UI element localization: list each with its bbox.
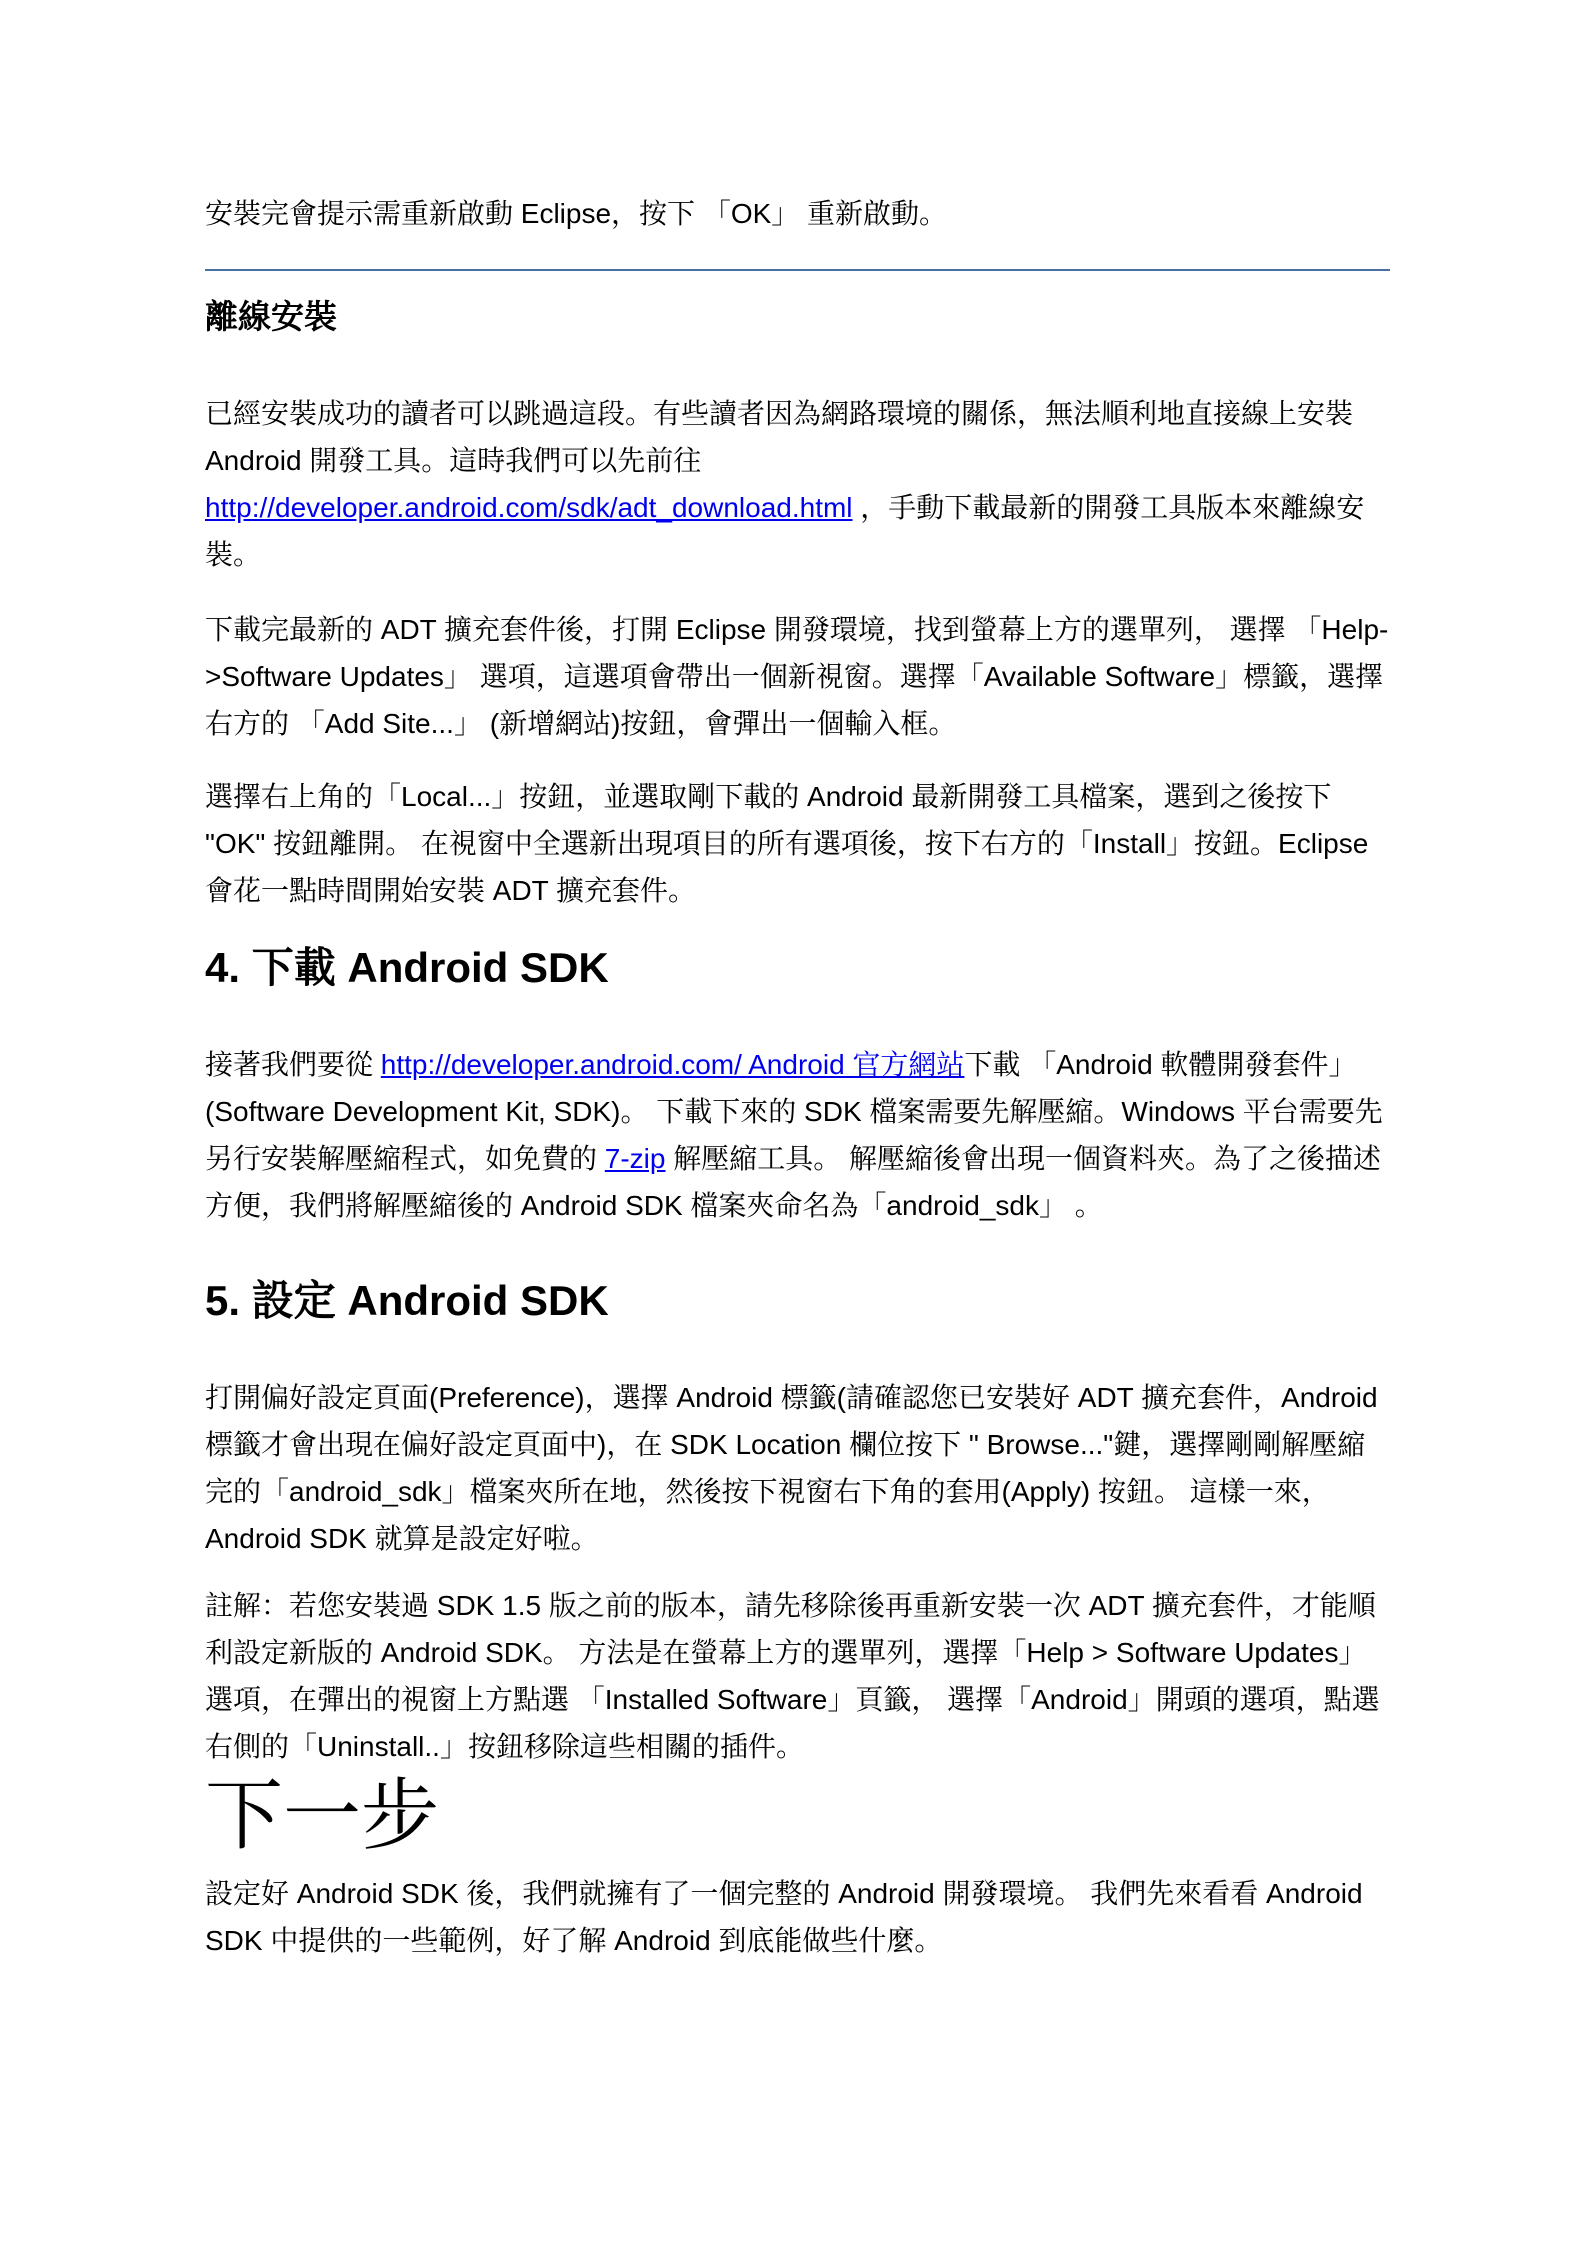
android-official-site-link[interactable]: http://developer.android.com/ Android 官方網站 [380,1049,965,1080]
section-divider [205,269,1390,271]
intro-paragraph [205,190,1390,237]
next-step-text: 設定好 Android SDK 後，我們就擁有了一個完整的 Android 開發環境。 我們先來看看 Android SDK 中提供的一些範例，好了解 Android 到底能做些什麼。 [205,1878,1363,1956]
download-p1-text-before: 接著我們要從 [205,1049,381,1080]
offline-p3-text: 選擇右上角的「Local...」按鈕，並選取剛下載的 Android 最新開發工具檔案，選到之後按下 "OK" 按鈕離開。 在視窗中全選新出現項目的所有選項後，按下右方的「Install」按鈕。Eclipse 會花一點時間開始安裝 ADT 擴充套件。 [205,781,1369,906]
next-step-heading: 下一步 [205,1772,440,1859]
setup-note-paragraph [205,1582,1390,1770]
offline-install-heading: 離線安裝 [205,298,337,335]
next-step-paragraph [205,1870,1390,1964]
seven-zip-link[interactable]: 7-zip [604,1143,666,1174]
download-p1-text-after: 解壓縮工具。 解壓縮後會出現一個資料夾。為了之後描述方便，我們將解壓縮後的 Android SDK 檔案夾命名為「android_sdk」 。 [205,1143,1382,1221]
setup-note-text: 註解：若您安裝過 SDK 1.5 版之前的版本，請先移除後再重新安裝一次 ADT 擴充套件，才能順利設定新版的 Android SDK。 方法是在螢幕上方的選單列，選擇「Help > Software Updates」選項，在彈出的視窗上方點選 「Installed Software」頁籤， 選擇「Android」開頭的選項，點選右側的「Uninstall..」按鈕移除這些相關的插件。 [205,1590,1380,1762]
download-p1-text-middle: 下載 「Android 軟體開發套件」 (Software Development Kit, SDK)。 下載下來的 SDK 檔案需要先解壓縮。Windows 平台需要先另行安裝解壓縮程式，如免費的 [205,1049,1383,1174]
setup-paragraph-1 [205,1374,1390,1562]
intro-text: 安裝完會提示需重新啟動 Eclipse，按下 「OK」 重新啟動。 [205,198,948,229]
offline-paragraph-2 [205,606,1390,747]
download-paragraph-1 [205,1041,1390,1229]
setup-p1-text: 打開偏好設定頁面(Preference)，選擇 Android 標籤(請確認您已安裝好 ADT 擴充套件，Android 標籤才會出現在偏好設定頁面中)，在 SDK Location 欄位按下 " Browse..."鍵，選擇剛剛解壓縮完的「android_sdk」檔案夾所在地，然後按下視窗右下角的套用(Apply) 按鈕。 這樣一來，Android SDK 就算是設定好啦。 [205,1382,1378,1554]
offline-paragraph-1 [205,390,1390,578]
offline-paragraph-3 [205,773,1390,914]
offline-p1-text-before: 已經安裝成功的讀者可以跳過這段。有些讀者因為網路環境的關係，無法順利地直接線上安裝 Android 開發工具。這時我們可以先前往 [205,398,1354,476]
setup-sdk-heading: 5. 設定 Android SDK [205,1277,609,1324]
offline-p1-text-after: ，手動下載最新的開發工具版本來離線安裝。 [205,492,1365,570]
download-sdk-heading: 4. 下載 Android SDK [205,944,609,991]
offline-p2-text: 下載完最新的 ADT 擴充套件後，打開 Eclipse 開發環境，找到螢幕上方的選單列， 選擇 「Help->Software Updates」 選項，這選項會帶出一個新視窗。選擇「Available Software」標籤，選擇右方的 「Add Site...」 (新增網站)按鈕，會彈出一個輸入框。 [205,614,1389,739]
adt-download-link[interactable]: http://developer.android.com/sdk/adt_download.html [205,492,853,523]
